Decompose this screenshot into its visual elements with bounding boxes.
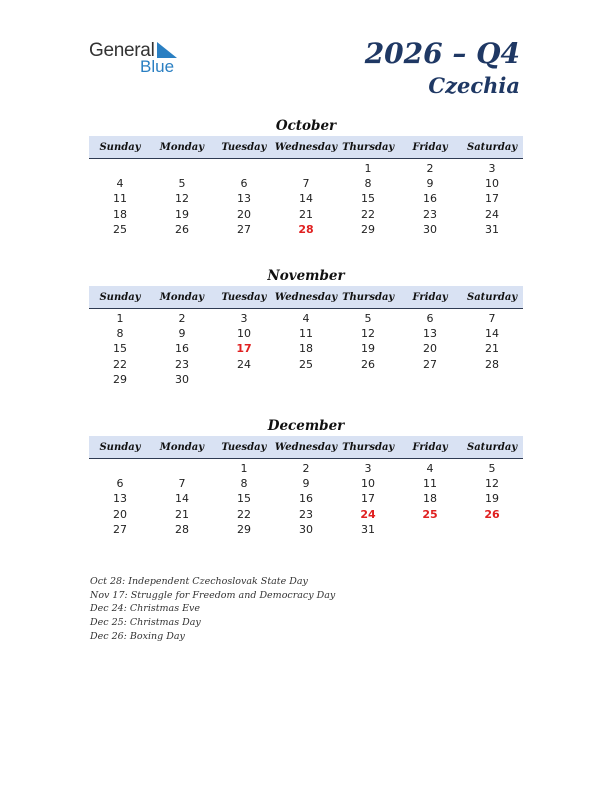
day-cell: 12 (175, 192, 189, 206)
day-cell: 12 (361, 327, 375, 341)
day-cell: 5 (364, 312, 372, 326)
weeks-grid (89, 461, 523, 537)
general-blue-logo (89, 40, 189, 76)
weekday-header: Friday (412, 291, 448, 303)
month-title: December (267, 418, 345, 434)
day-cell: 28 (485, 357, 499, 371)
day-cell: 25 (113, 222, 127, 236)
day-cell: 6 (240, 177, 248, 191)
day-cell: 23 (299, 507, 313, 521)
day-cell: 19 (485, 492, 499, 506)
week-row (89, 326, 523, 341)
day-cell: 6 (426, 312, 434, 326)
month-title: October (275, 118, 337, 134)
day-cell: 3 (488, 162, 496, 176)
week-row (89, 176, 523, 191)
day-cell: 20 (423, 342, 437, 356)
day-cell: 3 (364, 462, 372, 476)
day-cell: 30 (423, 222, 437, 236)
day-cell: 11 (423, 477, 437, 491)
day-cell: 19 (175, 207, 189, 221)
day-cell: 7 (178, 477, 186, 491)
day-cell: 7 (488, 312, 496, 326)
day-cell: 29 (237, 522, 251, 536)
weekday-header: Tuesday (221, 141, 267, 153)
day-cell: 14 (299, 192, 313, 206)
day-cell: 21 (485, 342, 499, 356)
weekday-header: Friday (412, 141, 448, 153)
day-cell: 14 (485, 327, 499, 341)
day-cell: 30 (175, 372, 189, 386)
day-cell: 15 (361, 192, 375, 206)
weekday-header: Sunday (99, 141, 141, 153)
holiday-day-cell: 17 (236, 342, 252, 356)
day-cell: 13 (237, 192, 251, 206)
weekday-header: Thursday (342, 441, 395, 453)
logo-text-blue: Blue (140, 57, 175, 76)
holiday-note: Oct 28: Independent Czechoslovak State Day (90, 576, 308, 587)
weeks-grid (89, 311, 523, 387)
day-cell: 27 (423, 357, 437, 371)
day-cell: 15 (237, 492, 251, 506)
week-row (89, 476, 523, 491)
day-cell: 11 (299, 327, 313, 341)
day-cell: 18 (423, 492, 437, 506)
weekday-header: Tuesday (221, 441, 267, 453)
day-cell: 23 (423, 207, 437, 221)
day-cell: 23 (175, 357, 189, 371)
weekday-header: Wednesday (274, 291, 338, 303)
day-cell: 1 (116, 312, 124, 326)
weekday-header: Saturday (466, 441, 518, 453)
day-cell: 27 (113, 522, 127, 536)
day-cell: 4 (116, 177, 124, 191)
week-row (89, 222, 523, 237)
day-cell: 1 (240, 462, 248, 476)
day-cell: 17 (485, 192, 499, 206)
day-cell: 9 (426, 177, 434, 191)
week-row (89, 461, 523, 476)
week-row (89, 191, 523, 206)
week-row (89, 507, 523, 522)
title-block (365, 38, 520, 100)
day-cell: 16 (175, 342, 189, 356)
holiday-notes (90, 575, 335, 644)
week-row (89, 341, 523, 356)
day-cell: 5 (178, 177, 186, 191)
day-cell: 5 (488, 462, 496, 476)
weekday-header: Sunday (99, 441, 141, 453)
day-cell: 12 (485, 477, 499, 491)
weekday-header: Friday (412, 441, 448, 453)
week-row (89, 491, 523, 506)
day-cell: 2 (302, 462, 310, 476)
day-cell: 31 (485, 222, 499, 236)
day-cell: 10 (237, 327, 251, 341)
day-cell: 8 (240, 477, 248, 491)
day-cell: 26 (361, 357, 375, 371)
weekday-header: Thursday (342, 141, 395, 153)
day-cell: 2 (178, 312, 186, 326)
day-cell: 29 (113, 372, 127, 386)
weekday-header-row (89, 436, 523, 459)
holiday-note: Dec 26: Boxing Day (90, 630, 185, 642)
day-cell: 9 (178, 327, 186, 341)
holiday-day-cell: 24 (360, 507, 376, 521)
week-row (89, 311, 523, 326)
weekday-header: Sunday (99, 291, 141, 303)
weeks-grid (89, 161, 523, 237)
day-cell: 31 (361, 522, 375, 536)
logo-text-general: General (89, 40, 155, 61)
weekday-header: Monday (159, 291, 205, 303)
day-cell: 21 (175, 507, 189, 521)
day-cell: 1 (364, 162, 372, 176)
weekday-header: Tuesday (221, 291, 267, 303)
day-cell: 26 (175, 222, 189, 236)
day-cell: 2 (426, 162, 434, 176)
day-cell: 16 (299, 492, 313, 506)
page-title: 2026 – Q4 (364, 37, 520, 70)
holiday-note: Nov 17: Struggle for Freedom and Democracy Day (90, 589, 336, 601)
day-cell: 4 (426, 462, 434, 476)
day-cell: 8 (116, 327, 124, 341)
weekday-header: Wednesday (274, 141, 338, 153)
month-october (89, 117, 523, 237)
day-cell: 19 (361, 342, 375, 356)
month-december (89, 417, 523, 537)
week-row (89, 522, 523, 537)
day-cell: 21 (299, 207, 313, 221)
day-cell: 14 (175, 492, 189, 506)
day-cell: 16 (423, 192, 437, 206)
day-cell: 10 (485, 177, 499, 191)
weekday-header-row (89, 136, 523, 159)
month-title: November (267, 268, 345, 284)
day-cell: 27 (237, 222, 251, 236)
weekday-header: Wednesday (274, 441, 338, 453)
country-name: Czechia (428, 73, 520, 98)
holiday-note: Dec 24: Christmas Eve (90, 603, 201, 615)
holiday-day-cell: 28 (298, 222, 314, 236)
day-cell: 15 (113, 342, 127, 356)
day-cell: 20 (113, 507, 127, 521)
day-cell: 22 (113, 357, 127, 371)
day-cell: 4 (302, 312, 310, 326)
day-cell: 6 (116, 477, 124, 491)
day-cell: 22 (237, 507, 251, 521)
day-cell: 9 (302, 477, 310, 491)
day-cell: 13 (423, 327, 437, 341)
weekday-header: Saturday (466, 291, 518, 303)
day-cell: 30 (299, 522, 313, 536)
day-cell: 22 (361, 207, 375, 221)
day-cell: 18 (299, 342, 313, 356)
weekday-header: Monday (159, 441, 205, 453)
week-row (89, 207, 523, 222)
holiday-day-cell: 25 (422, 507, 438, 521)
weekday-header: Saturday (466, 141, 518, 153)
day-cell: 28 (175, 522, 189, 536)
day-cell: 3 (240, 312, 248, 326)
day-cell: 8 (364, 177, 372, 191)
holiday-note: Dec 25: Christmas Day (90, 617, 201, 629)
weekday-header-row (89, 286, 523, 309)
day-cell: 13 (113, 492, 127, 506)
day-cell: 25 (299, 357, 313, 371)
weekday-header: Monday (159, 141, 205, 153)
day-cell: 7 (302, 177, 310, 191)
day-cell: 24 (485, 207, 499, 221)
holiday-day-cell: 26 (484, 507, 500, 521)
day-cell: 17 (361, 492, 375, 506)
day-cell: 11 (113, 192, 127, 206)
week-row (89, 372, 523, 387)
day-cell: 10 (361, 477, 375, 491)
weekday-header: Thursday (342, 291, 395, 303)
day-cell: 20 (237, 207, 251, 221)
week-row (89, 161, 523, 176)
day-cell: 18 (113, 207, 127, 221)
day-cell: 29 (361, 222, 375, 236)
day-cell: 24 (237, 357, 251, 371)
logo-triangle-icon (157, 42, 177, 58)
month-november (89, 267, 523, 387)
week-row (89, 357, 523, 372)
